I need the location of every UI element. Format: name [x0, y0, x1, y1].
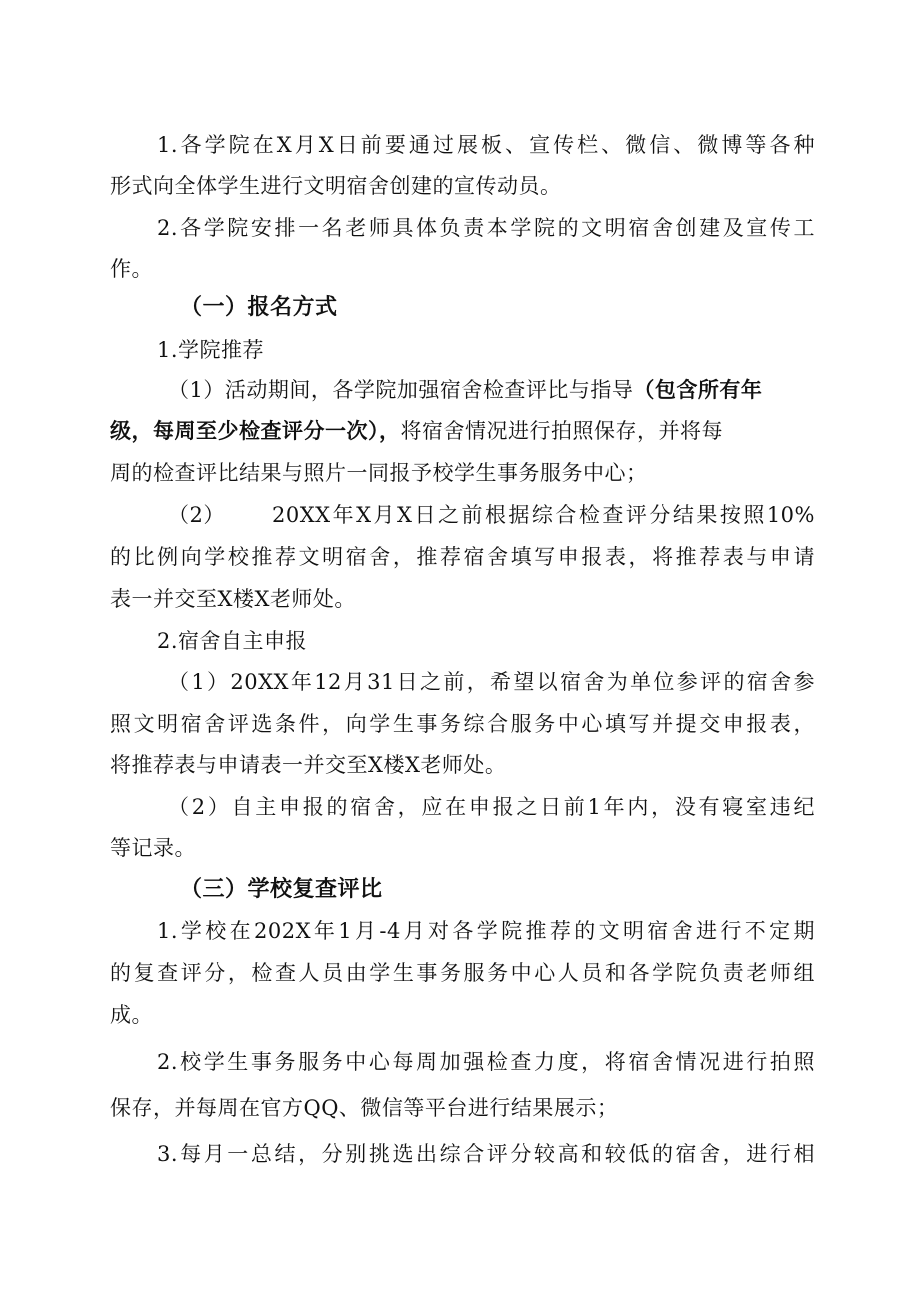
item-number: （2） [168, 503, 225, 527]
subsection-title: 2.宿舍自主申报 [157, 629, 308, 653]
paragraph-line: 3.每月一总结，分别挑选出综合评分较高和较低的宿舍，进行相 [157, 1142, 815, 1166]
paragraph-text: 将宿舍情况进行拍照保存，并将每 [400, 419, 723, 443]
paragraph-line: 表一并交至X楼X老师处。 [110, 587, 356, 611]
paragraph-line: 1.学校在202X年1月-4月对各学院推荐的文明宿舍进行不定期 [157, 919, 815, 943]
emphasis-text: （包含所有年 [633, 378, 763, 402]
paragraph-line: 作。 [110, 257, 153, 281]
section-heading: （三）学校复查评比 [180, 877, 383, 902]
paragraph-line: 成。 [110, 1003, 153, 1027]
paragraph-line: 1.各学院在X月X日前要通过展板、宣传栏、微信、微博等各种 [157, 133, 815, 157]
section-heading: （一）报名方式 [180, 295, 338, 320]
paragraph-line: 的比例向学校推荐文明宿舍，推荐宿舍填写申报表，将推荐表与申请 [110, 545, 815, 569]
paragraph-line: （1）20XX年12月31日之前，希望以宿舍为单位参评的宿舍参 [168, 670, 815, 694]
paragraph-line [168, 370, 815, 410]
paragraph-line: 保存，并每周在官方QQ、微信等平台进行结果展示； [110, 1096, 619, 1120]
emphasis-text: 级，每周至少检查评分一次）， [110, 419, 401, 443]
paragraph-line: 周的检查评比结果与照片一同报予校学生事务服务中心； [110, 461, 648, 485]
paragraph-line: 2.校学生事务服务中心每周加强检查力度，将宿舍情况进行拍照 [157, 1050, 815, 1074]
paragraph-line: 照文明宿舍评选条件，向学生事务综合服务中心填写并提交申报表， [110, 712, 815, 736]
paragraph-line: 等记录。 [110, 836, 196, 860]
paragraph-line: 将推荐表与申请表一并交至X楼X老师处。 [110, 753, 507, 777]
paragraph-text: （1）活动期间，各学院加强宿舍检查评比与指导 [168, 378, 634, 402]
paragraph-line: （2）自主申报的宿舍，应在申报之日前1年内，没有寝室违纪 [168, 795, 815, 819]
paragraph-line: 20XX年X月X日之前根据综合检查评分结果按照10% [272, 503, 815, 527]
subsection-title: 1.学院推荐 [157, 338, 265, 362]
paragraph-line [110, 411, 815, 451]
paragraph-line: 形式向全体学生进行文明宿舍创建的宣传动员。 [110, 174, 562, 198]
paragraph-line: 的复查评分，检查人员由学生事务服务中心人员和各学院负责老师组 [110, 961, 815, 985]
paragraph-line: 2.各学院安排一名老师具体负责本学院的文明宿舍创建及宣传工 [157, 216, 815, 240]
